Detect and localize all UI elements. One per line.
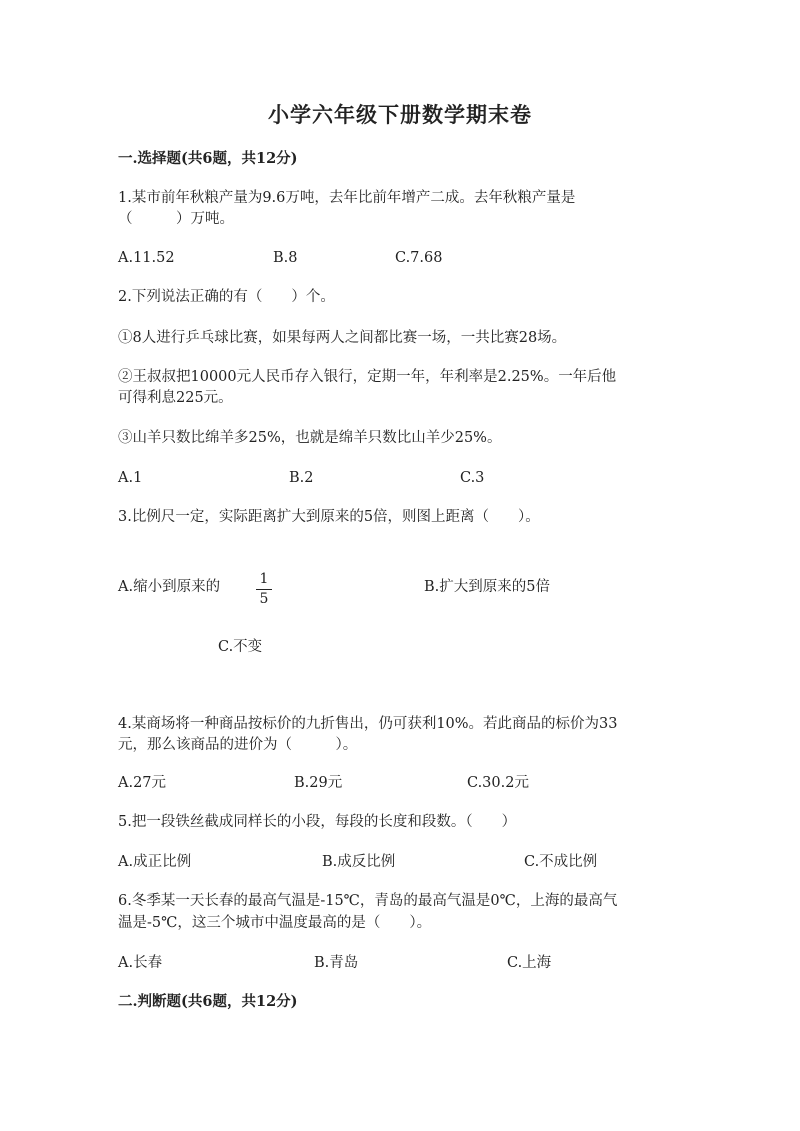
question-1-option-a: A.11.52 bbox=[118, 250, 175, 266]
question-1-option-b: B.8 bbox=[273, 250, 298, 266]
question-2-option-c: C.3 bbox=[460, 470, 485, 486]
question-4-option-c: C.30.2元 bbox=[467, 775, 529, 791]
question-5-option-b: B.成反比例 bbox=[322, 854, 396, 870]
question-1-line-1: 1.某市前年秋粮产量为9.6万吨，去年比前年增产二成。去年秋粮产量是 bbox=[118, 190, 576, 206]
question-3-line-1: 3.比例尺一定，实际距离扩大到原来的5倍，则图上距离（ ）。 bbox=[118, 509, 540, 525]
page-title: 小学六年级下册数学期末卷 bbox=[268, 102, 532, 127]
question-6-option-c: C.上海 bbox=[507, 955, 552, 971]
question-1-option-c: C.7.68 bbox=[395, 250, 443, 266]
question-5-line-1: 5.把一段铁丝截成同样长的小段，每段的长度和段数。（ ） bbox=[118, 814, 517, 830]
question-5-option-c: C.不成比例 bbox=[524, 854, 598, 870]
question-2-statement-2-line-2: 可得利息225元。 bbox=[118, 390, 233, 406]
question-2-statement-3: ③山羊只数比绵羊多25%，也就是绵羊只数比山羊少25%。 bbox=[118, 430, 502, 446]
question-2-statement-1: ①8人进行乒乓球比赛，如果每两人之间都比赛一场，一共比赛28场。 bbox=[118, 330, 567, 346]
fraction-bar bbox=[256, 589, 272, 590]
fraction-numerator: 1 bbox=[259, 571, 269, 587]
question-2-option-b: B.2 bbox=[289, 470, 314, 486]
question-6-line-1: 6.冬季某一天长春的最高气温是-15℃，青岛的最高气温是0℃，上海的最高气 bbox=[118, 893, 618, 909]
question-4-line-2: 元，那么该商品的进价为（ ）。 bbox=[118, 737, 358, 753]
question-6-option-b: B.青岛 bbox=[314, 955, 359, 971]
question-4-option-a: A.27元 bbox=[118, 775, 167, 791]
question-2-statement-2-line-1: ②王叔叔把10000元人民币存入银行，定期一年，年利率是2.25%。一年后他 bbox=[118, 369, 617, 385]
question-3-option-c: C.不变 bbox=[218, 639, 263, 655]
question-4-line-1: 4.某商场将一种商品按标价的九折售出，仍可获利10%。若此商品的标价为33 bbox=[118, 716, 618, 732]
question-1-line-2: （ ）万吨。 bbox=[118, 211, 234, 227]
section-heading-judgment: 二.判断题(共6题，共12分) bbox=[118, 993, 298, 1010]
section-heading-choice: 一.选择题(共6题，共12分) bbox=[118, 150, 298, 167]
question-5-option-a: A.成正比例 bbox=[118, 854, 192, 870]
question-6-option-a: A.长春 bbox=[118, 955, 163, 971]
question-3-option-a: A.缩小到原来的 bbox=[118, 579, 221, 595]
question-6-line-2: 温是-5℃，这三个城市中温度最高的是（ ）。 bbox=[118, 915, 432, 931]
question-3-fraction bbox=[256, 571, 272, 608]
question-4-option-b: B.29元 bbox=[294, 775, 343, 791]
question-2-line-1: 2.下列说法正确的有（ ）个。 bbox=[118, 289, 335, 305]
fraction-denominator: 5 bbox=[259, 591, 269, 607]
question-2-option-a: A.1 bbox=[118, 470, 143, 486]
question-3-option-b: B.扩大到原来的5倍 bbox=[424, 579, 550, 595]
